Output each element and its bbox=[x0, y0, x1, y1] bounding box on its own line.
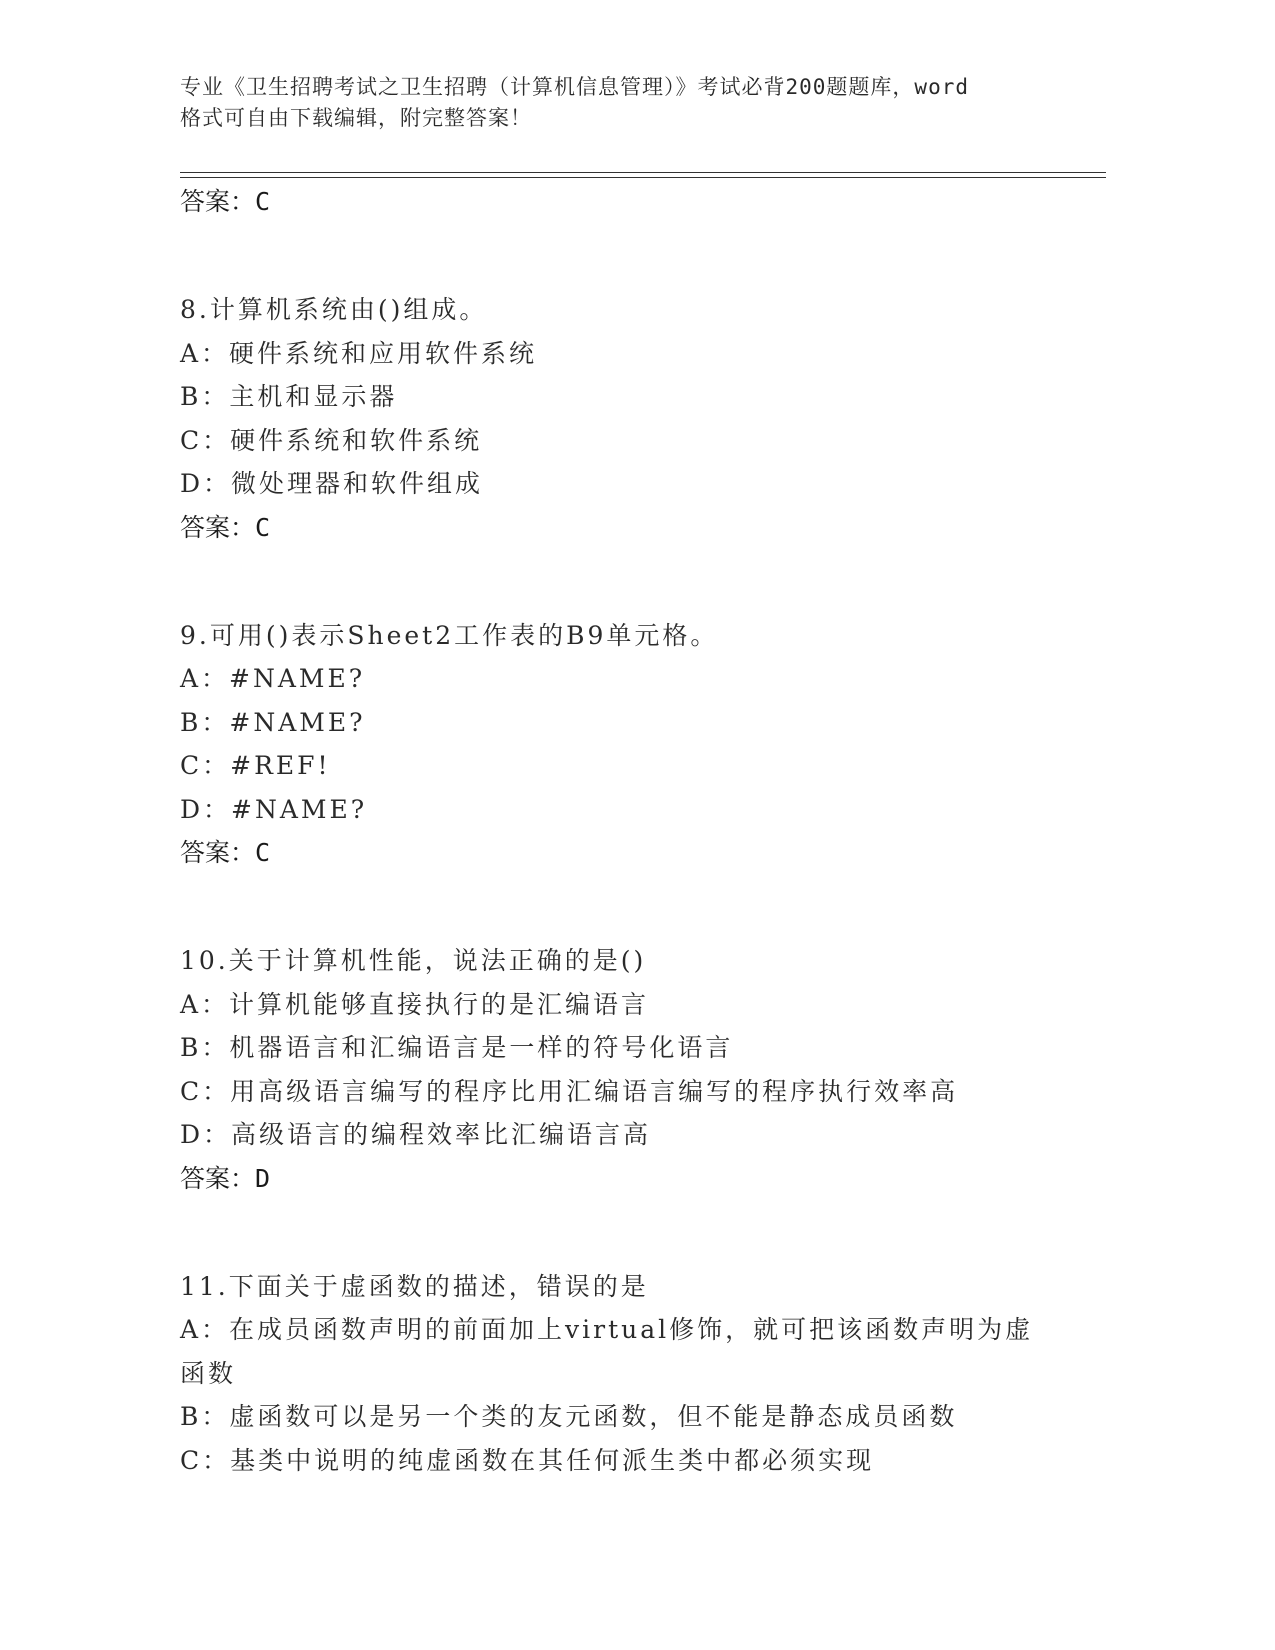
option-b: B：#NAME? bbox=[180, 707, 366, 737]
question-block bbox=[180, 1265, 1060, 1483]
option-a-continued: 函数 bbox=[180, 1358, 237, 1388]
answer-line: 答案：C bbox=[180, 512, 271, 542]
answer-line: 答案：D bbox=[180, 1163, 271, 1193]
option-c: C：用高级语言编写的程序比用汇编语言编写的程序执行效率高 bbox=[180, 1076, 959, 1106]
option-c: C：硬件系统和软件系统 bbox=[180, 425, 483, 455]
question-block bbox=[180, 614, 1060, 876]
option-b: B：机器语言和汇编语言是一样的符号化语言 bbox=[180, 1033, 734, 1062]
answer-line: 答案：C bbox=[180, 838, 271, 867]
option-d: D：#NAME? bbox=[180, 794, 368, 824]
option-b: B：虚函数可以是另一个类的友元函数，但不能是静态成员函数 bbox=[180, 1402, 958, 1431]
header-line-1: 专业《卫生招聘考试之卫生招聘（计算机信息管理）》考试必背200题题库，word bbox=[180, 75, 969, 99]
answer-line: 答案：C bbox=[180, 187, 271, 216]
option-a: A：在成员函数声明的前面加上virtual修饰，就可把该函数声明为虚 bbox=[180, 1315, 1034, 1344]
question-stem: 10.关于计算机性能，说法正确的是() bbox=[180, 946, 647, 975]
option-c: C：#REF! bbox=[180, 751, 331, 780]
question-stem: 8.计算机系统由()组成。 bbox=[180, 295, 488, 324]
option-c: C：基类中说明的纯虚函数在其任何派生类中都必须实现 bbox=[180, 1445, 875, 1475]
option-a: A：硬件系统和应用软件系统 bbox=[180, 338, 538, 368]
question-stem: 9.可用()表示Sheet2工作表的B9单元格。 bbox=[180, 620, 719, 650]
option-d: D：微处理器和软件组成 bbox=[180, 469, 484, 498]
header-rule-bottom bbox=[180, 177, 1106, 178]
spacer bbox=[180, 875, 1060, 939]
question-block bbox=[180, 939, 1060, 1201]
header-rule-top bbox=[180, 172, 1106, 173]
option-a: A：#NAME? bbox=[180, 664, 366, 693]
spacer bbox=[180, 1201, 1060, 1265]
header-line-2: 格式可自由下载编辑，附完整答案！ bbox=[180, 106, 532, 130]
option-a: A：计算机能够直接执行的是汇编语言 bbox=[180, 989, 650, 1019]
option-d: D：高级语言的编程效率比汇编语言高 bbox=[180, 1120, 652, 1149]
question-list bbox=[180, 180, 1060, 1482]
spacer bbox=[180, 224, 1060, 288]
spacer bbox=[180, 550, 1060, 614]
question-block bbox=[180, 288, 1060, 550]
question-stem: 11.下面关于虚函数的描述，错误的是 bbox=[180, 1271, 649, 1301]
option-b: B：主机和显示器 bbox=[180, 382, 398, 411]
document-header bbox=[180, 72, 1060, 134]
